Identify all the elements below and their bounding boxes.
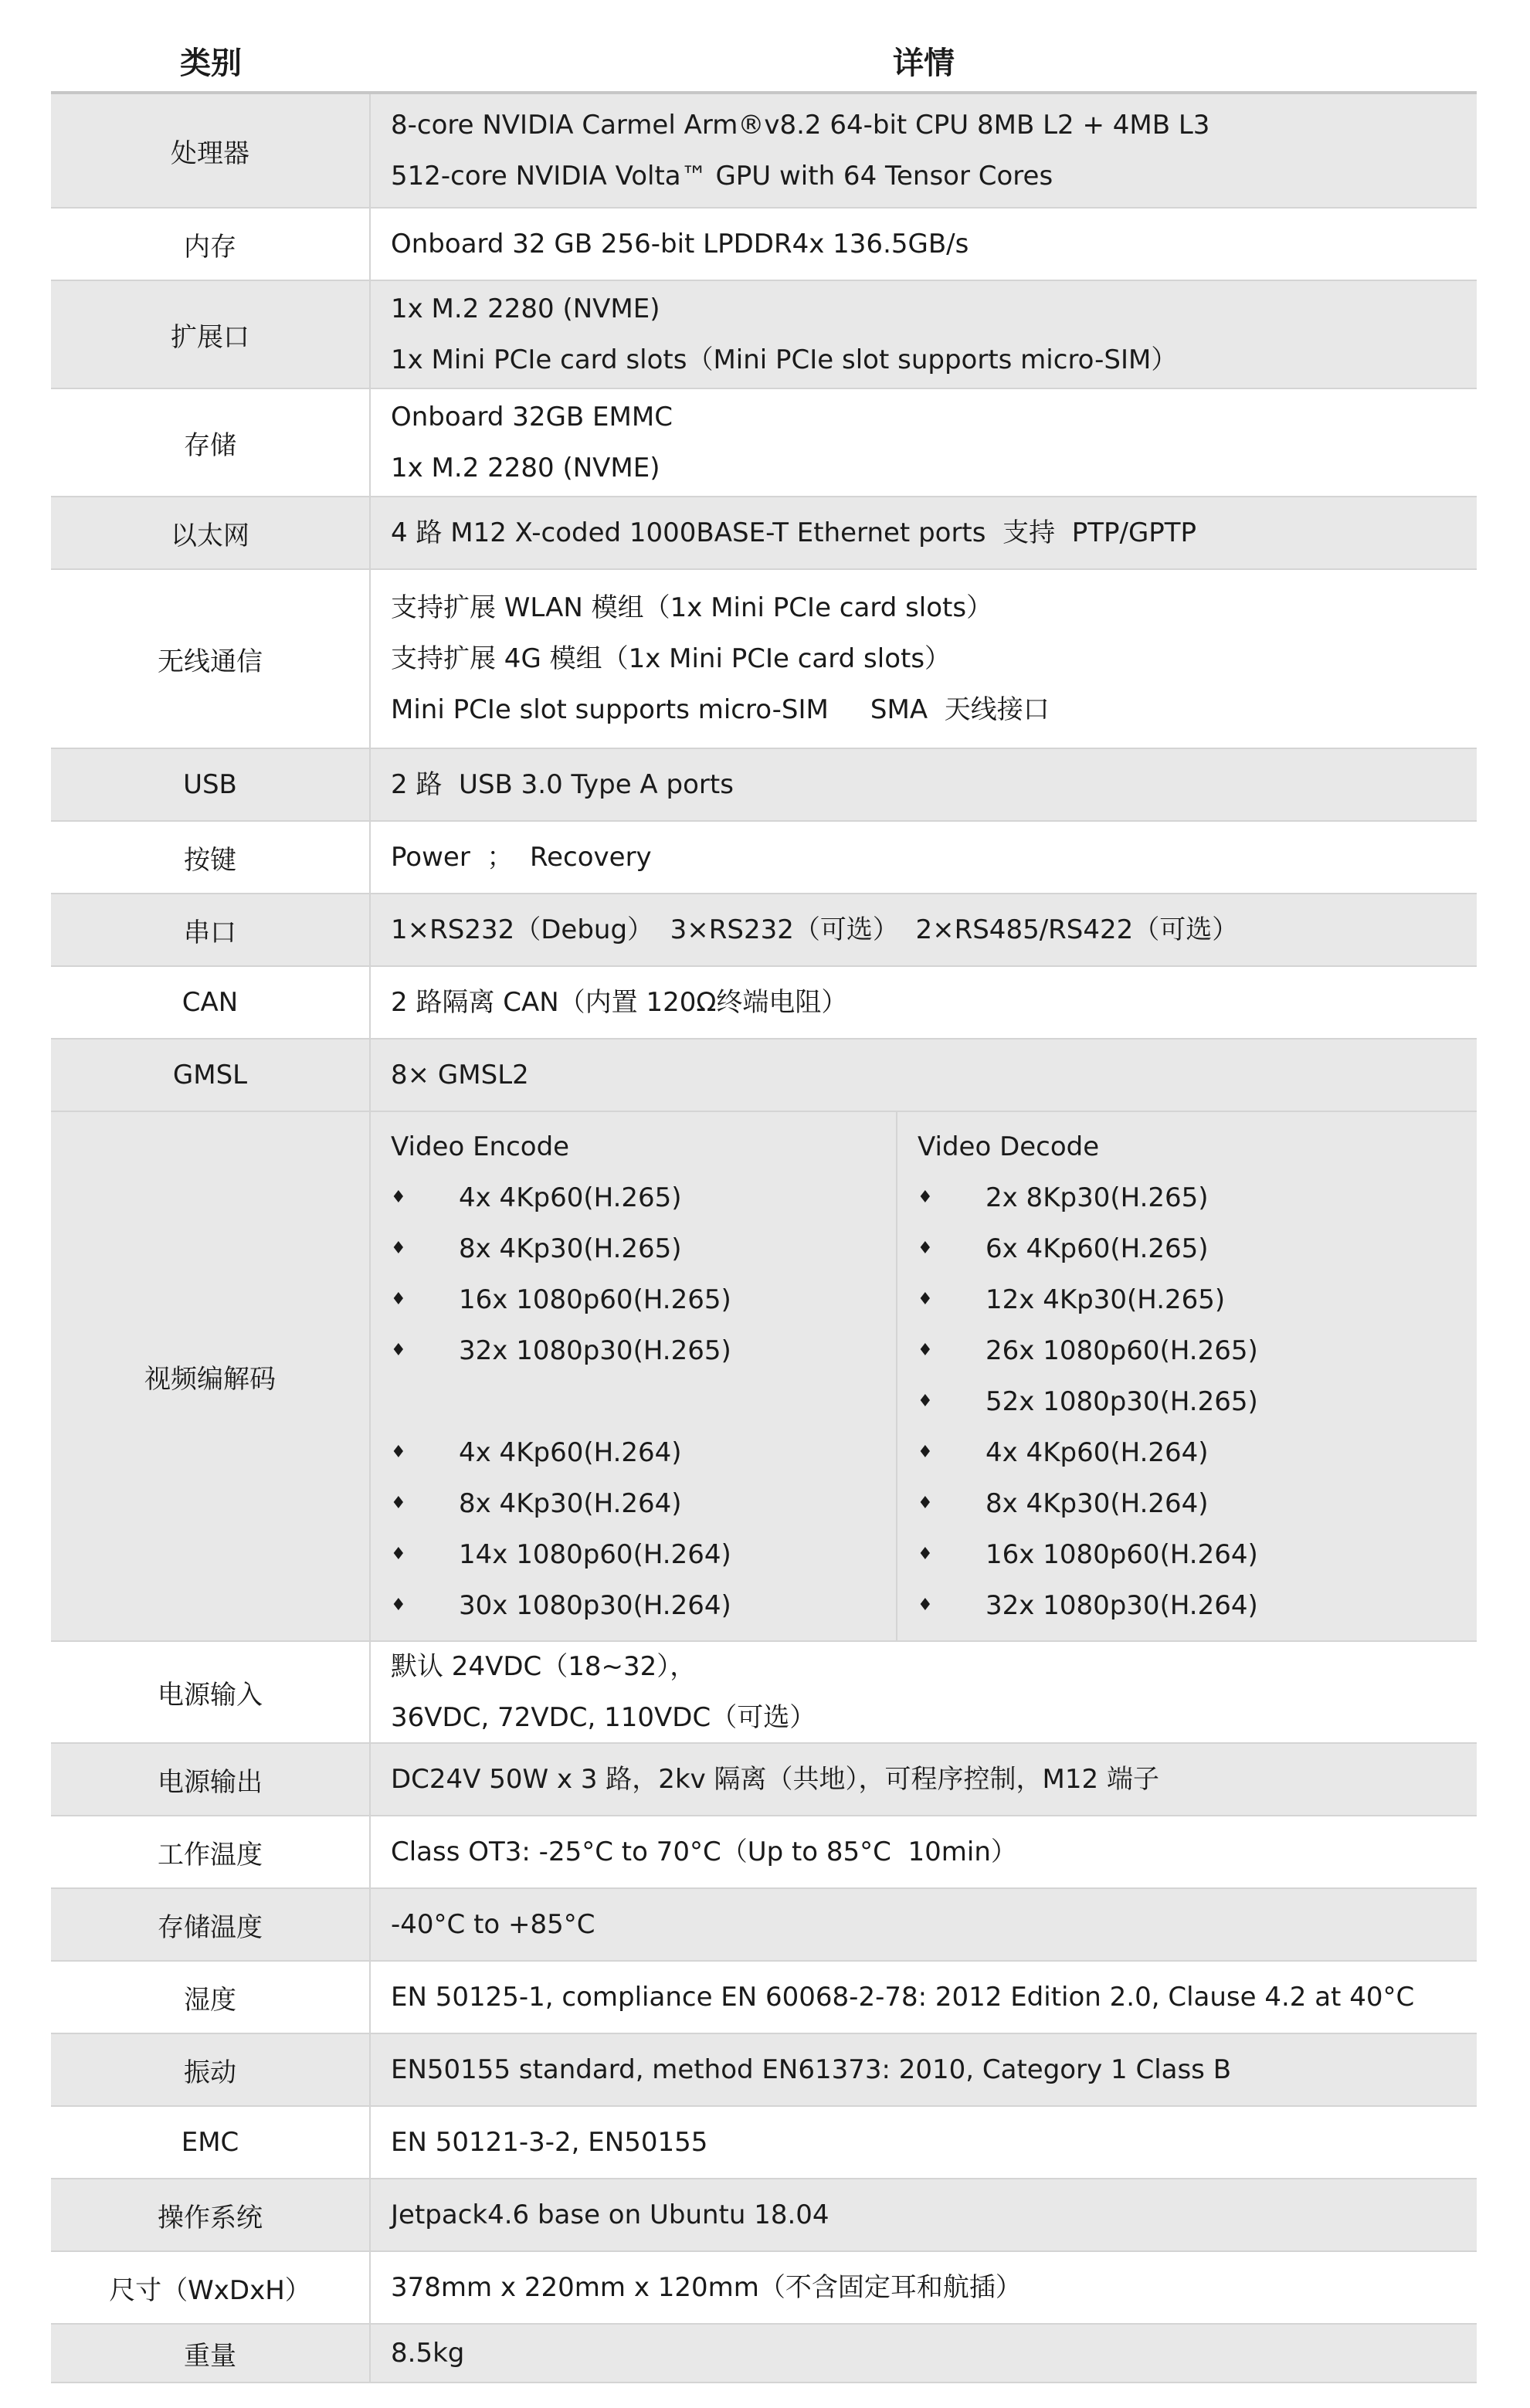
codec-item-text: 12x 4Kp30(H.265): [986, 1284, 1226, 1315]
table-row: [51, 1040, 1477, 1112]
codec-item-text: 16x 1080p60(H.265): [459, 1284, 731, 1315]
table-row: [51, 570, 1477, 749]
diamond-bullet-icon: ♦: [918, 1596, 933, 1615]
row-label: 电源输入: [51, 1642, 371, 1742]
row-label: 振动: [51, 2034, 371, 2105]
table-row: [51, 389, 1477, 497]
codec-item-text: 2x 8Kp30(H.265): [986, 1182, 1209, 1213]
value-line: 支持扩展 WLAN 模组（1x Mini PCIe card slots）: [391, 592, 993, 623]
codec-item-text: 4x 4Kp60(H.264): [459, 1437, 682, 1468]
codec-item-text: 16x 1080p60(H.264): [986, 1539, 1258, 1570]
codec-list-item: [391, 1580, 896, 1631]
codec-list-item: [918, 1529, 1477, 1580]
codec-item-text: 32x 1080p30(H.265): [459, 1335, 731, 1366]
row-label: 串口: [51, 894, 371, 965]
row-value: [371, 389, 1477, 496]
value-line: 8.5kg: [391, 2338, 465, 2369]
diamond-bullet-icon: ♦: [391, 1188, 406, 1207]
diamond-bullet-icon: ♦: [918, 1494, 933, 1513]
row-label: 电源输出: [51, 1744, 371, 1815]
codec-item-text: 8x 4Kp30(H.264): [986, 1488, 1209, 1519]
codec-list-item: [918, 1223, 1477, 1274]
codec-item-text: 52x 1080p30(H.265): [986, 1386, 1258, 1417]
diamond-bullet-icon: ♦: [391, 1545, 406, 1564]
row-label: 无线通信: [51, 570, 371, 748]
row-label: 重量: [51, 2325, 371, 2382]
value-line: Mini PCIe slot supports micro-SIM SMA 天线接口: [391, 694, 1050, 725]
video-codec-detail: [371, 1112, 1477, 1640]
row-value: [371, 497, 1477, 568]
row-label: 内存: [51, 209, 371, 280]
codec-item-text: 26x 1080p60(H.265): [986, 1335, 1258, 1366]
value-line: Jetpack4.6 base on Ubuntu 18.04: [391, 2199, 829, 2230]
row-value: [371, 749, 1477, 820]
table-row: [51, 1889, 1477, 1962]
diamond-bullet-icon: ♦: [391, 1239, 406, 1258]
codec-list-item: [391, 1223, 896, 1274]
table-row: [51, 1642, 1477, 1744]
row-value: [371, 967, 1477, 1038]
value-line: 支持扩展 4G 模组（1x Mini PCIe card slots）: [391, 643, 952, 674]
diamond-bullet-icon: ♦: [918, 1188, 933, 1207]
row-label: GMSL: [51, 1040, 371, 1111]
codec-item-text: 4x 4Kp60(H.265): [459, 1182, 682, 1213]
row-label: 湿度: [51, 1962, 371, 2033]
value-line: EN50155 standard, method EN61373: 2010, Category 1 Class B: [391, 2054, 1232, 2085]
row-value: [371, 1962, 1477, 2033]
row-value: [371, 2107, 1477, 2178]
diamond-bullet-icon: ♦: [918, 1392, 933, 1411]
value-line: 36VDC, 72VDC, 110VDC（可选）: [391, 1702, 816, 1733]
table-row: [51, 1816, 1477, 1889]
video-decode-title: Video Decode: [918, 1131, 1100, 1162]
diamond-bullet-icon: ♦: [918, 1341, 933, 1360]
row-value: [371, 2252, 1477, 2323]
codec-item-text: 4x 4Kp60(H.264): [986, 1437, 1209, 1468]
value-line: 1×RS232（Debug） 3×RS232（可选） 2×RS485/RS422（可选）: [391, 914, 1239, 945]
codec-item-text: 8x 4Kp30(H.265): [459, 1233, 682, 1264]
codec-list-item: [391, 1376, 896, 1427]
row-value: [371, 1040, 1477, 1111]
table-row: [51, 2034, 1477, 2107]
codec-list-item: [918, 1427, 1477, 1478]
diamond-bullet-icon: ♦: [391, 1443, 406, 1462]
table-row: [51, 749, 1477, 822]
table-header: [51, 29, 1477, 94]
video-encode-column: [371, 1112, 897, 1640]
row-label: 尺寸（WxDxH）: [51, 2252, 371, 2323]
header-category: 类别: [180, 45, 242, 81]
table-row: [51, 2107, 1477, 2179]
table-row: [51, 2252, 1477, 2325]
codec-list-item: [391, 1325, 896, 1376]
codec-list-item: [391, 1427, 896, 1478]
value-line: 378mm x 220mm x 120mm（不含固定耳和航插）: [391, 2272, 1022, 2303]
row-value: [371, 1889, 1477, 1960]
value-line: DC24V 50W x 3 路，2kv 隔离（共地），可程序控制，M12 端子: [391, 1764, 1159, 1795]
diamond-bullet-icon: ♦: [391, 1341, 406, 1360]
codec-list-item: [918, 1478, 1477, 1529]
row-value: [371, 570, 1477, 748]
video-decode-column: [897, 1112, 1477, 1640]
row-value: [371, 894, 1477, 965]
row-label: 扩展口: [51, 281, 371, 388]
value-line: 8-core NVIDIA Carmel Arm®v8.2 64-bit CPU 8MB L2 + 4MB L3: [391, 110, 1210, 141]
diamond-bullet-icon: ♦: [918, 1443, 933, 1462]
table-row-video-codec: [51, 1112, 1477, 1642]
row-value: [371, 822, 1477, 893]
diamond-bullet-icon: ♦: [391, 1290, 406, 1309]
value-line: -40°C to +85°C: [391, 1909, 595, 1940]
value-line: Class OT3: -25°C to 70°C（Up to 85°C 10min）: [391, 1837, 1017, 1867]
row-label: 存储温度: [51, 1889, 371, 1960]
codec-item-text: 30x 1080p30(H.264): [459, 1590, 731, 1621]
value-line: 默认 24VDC（18~32），: [391, 1651, 697, 1682]
table-row: [51, 281, 1477, 389]
row-label: 操作系统: [51, 2179, 371, 2250]
table-row: [51, 894, 1477, 967]
row-value: [371, 94, 1477, 207]
video-encode-title: Video Encode: [391, 1131, 570, 1162]
row-label: 处理器: [51, 94, 371, 207]
row-label: 按键: [51, 822, 371, 893]
codec-list-item: [391, 1529, 896, 1580]
row-value: [371, 281, 1477, 388]
codec-list-item: [391, 1478, 896, 1529]
row-label: USB: [51, 749, 371, 820]
codec-list-item: [918, 1325, 1477, 1376]
header-details: 详情: [893, 45, 955, 81]
value-line: 512-core NVIDIA Volta™ GPU with 64 Tensor Cores: [391, 161, 1053, 192]
row-label: EMC: [51, 2107, 371, 2178]
value-line: 1x Mini PCIe card slots（Mini PCIe slot supports micro-SIM）: [391, 344, 1178, 375]
table-row: [51, 967, 1477, 1040]
spec-rows-lower: [51, 1642, 1477, 2383]
row-value: [371, 2325, 1477, 2382]
value-line: 8× GMSL2: [391, 1060, 529, 1090]
codec-list-item: [918, 1172, 1477, 1223]
codec-list-item: [918, 1376, 1477, 1427]
table-row: [51, 2325, 1477, 2383]
codec-list-item: [918, 1274, 1477, 1325]
diamond-bullet-icon: ♦: [391, 1494, 406, 1513]
row-label: 工作温度: [51, 1816, 371, 1887]
table-row: [51, 2179, 1477, 2252]
row-value: [371, 1816, 1477, 1887]
codec-list-item: [391, 1274, 896, 1325]
row-value: [371, 1642, 1477, 1742]
row-label: 视频编解码: [51, 1112, 371, 1640]
codec-list-item: [391, 1172, 896, 1223]
row-value: [371, 209, 1477, 280]
diamond-bullet-icon: ♦: [391, 1596, 406, 1615]
table-row: [51, 209, 1477, 281]
value-line: Onboard 32GB EMMC: [391, 402, 673, 432]
table-row: [51, 94, 1477, 209]
diamond-bullet-icon: ♦: [918, 1290, 933, 1309]
value-line: 1x M.2 2280 (NVME): [391, 453, 660, 483]
codec-list-item: [918, 1580, 1477, 1631]
value-line: Onboard 32 GB 256-bit LPDDR4x 136.5GB/s: [391, 229, 969, 259]
value-line: EN 50125-1, compliance EN 60068-2-78: 2012 Edition 2.0, Clause 4.2 at 40°C: [391, 1982, 1415, 2013]
diamond-bullet-icon: ♦: [918, 1545, 933, 1564]
row-label: 以太网: [51, 497, 371, 568]
row-value: [371, 1744, 1477, 1815]
spec-table: [51, 29, 1477, 2383]
value-line: 1x M.2 2280 (NVME): [391, 293, 660, 324]
codec-item-text: 8x 4Kp30(H.264): [459, 1488, 682, 1519]
row-value: [371, 2179, 1477, 2250]
diamond-bullet-icon: ♦: [918, 1239, 933, 1258]
row-value: [371, 2034, 1477, 2105]
value-line: EN 50121-3-2, EN50155: [391, 2127, 708, 2158]
table-row: [51, 1962, 1477, 2034]
table-row: [51, 1744, 1477, 1816]
row-label: CAN: [51, 967, 371, 1038]
table-row: [51, 497, 1477, 570]
row-label: 存储: [51, 389, 371, 496]
codec-item-text: 32x 1080p30(H.264): [986, 1590, 1258, 1621]
value-line: Power ； Recovery: [391, 842, 652, 873]
codec-item-text: 6x 4Kp60(H.265): [986, 1233, 1209, 1264]
value-line: 2 路 USB 3.0 Type A ports: [391, 769, 734, 800]
table-row: [51, 822, 1477, 894]
spec-rows-upper: [51, 94, 1477, 1112]
value-line: 4 路 M12 X-coded 1000BASE-T Ethernet ports 支持 PTP/GPTP: [391, 517, 1197, 548]
codec-item-text: 14x 1080p60(H.264): [459, 1539, 731, 1570]
value-line: 2 路隔离 CAN（内置 120Ω终端电阻）: [391, 987, 848, 1018]
